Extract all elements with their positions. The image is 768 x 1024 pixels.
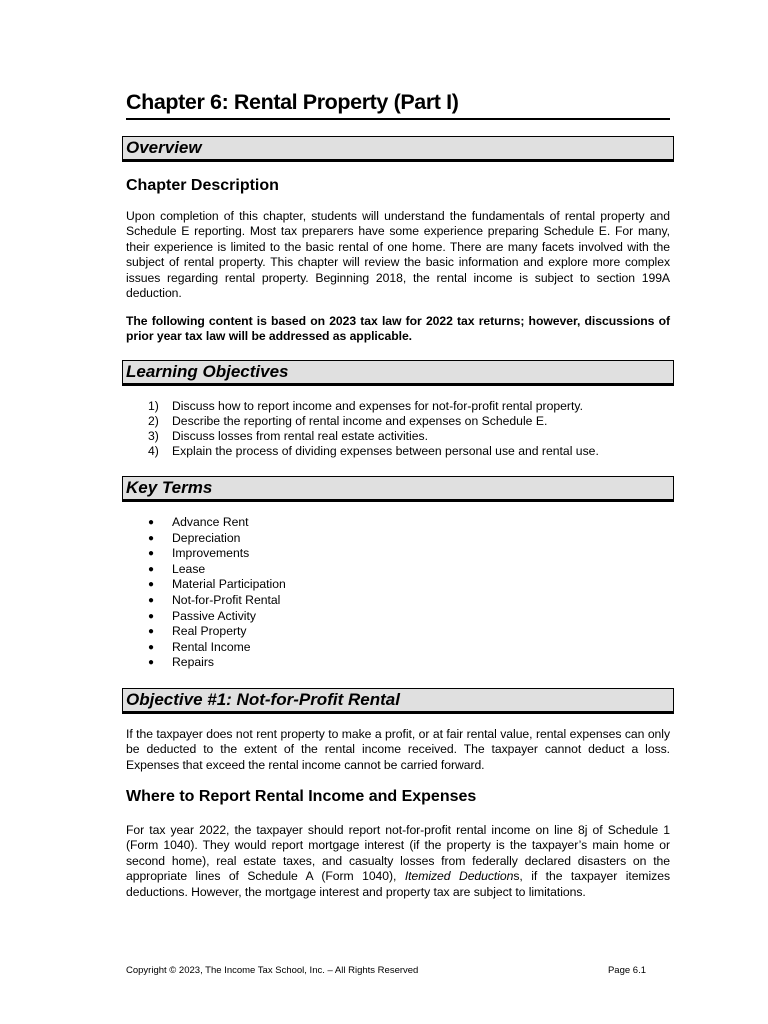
objective-text: Explain the process of dividing expenses between personal use and rental use. — [172, 444, 599, 458]
where-to-report-heading: Where to Report Rental Income and Expenses — [126, 788, 477, 805]
key-term: ● Not-for-Profit Rental — [148, 592, 281, 607]
bullet-icon: ● — [148, 657, 155, 669]
itemized-deductions-italic: Itemized Deduction — [404, 869, 514, 884]
key-terms-list — [126, 515, 286, 671]
key-term: ● Material Participation — [148, 577, 286, 592]
key-term: ● Rental Income — [148, 639, 251, 654]
section-key-terms: Key Terms — [122, 476, 674, 500]
key-term: ● Lease — [148, 561, 206, 576]
objective-text: Discuss how to report income and expenses for not-for-profit rental property. — [172, 399, 583, 413]
objective1-paragraph: If the taxpayer does not rent property to make a profit, or at fair rental value, rental expenses can only be deducted to the extent of the rental income received. The taxpayer cannot deduct a loss. Expenses that exceed the rental income cannot be carried forward. — [126, 727, 670, 772]
key-term: ● Improvements — [148, 546, 250, 561]
bullet-icon: ● — [148, 610, 155, 622]
objective-number: 2) — [148, 414, 159, 428]
objective-item — [126, 429, 599, 444]
section-objective-1: Objective #1: Not-for-Profit Rental — [122, 688, 674, 712]
bullet-icon: ● — [148, 641, 155, 653]
bullet-icon: ● — [148, 594, 155, 606]
objective-text: Discuss losses from rental real estate activities. — [172, 429, 429, 443]
objective-number: 4) — [148, 444, 159, 458]
objective-item — [126, 444, 599, 459]
bullet-icon: ● — [148, 532, 155, 544]
page-footer — [126, 965, 646, 976]
key-term: ● Depreciation — [148, 530, 241, 545]
bullet-icon: ● — [148, 563, 155, 575]
objectives-list — [126, 399, 599, 459]
bullet-icon: ● — [148, 626, 155, 638]
bullet-icon: ● — [148, 517, 155, 528]
key-term: ● Advance Rent — [148, 515, 249, 529]
chapter-title: Chapter 6: Rental Property (Part I) — [126, 90, 670, 120]
key-term: ● Repairs — [148, 655, 214, 670]
chapter-description-paragraph: Upon completion of this chapter, students will understand the fundamentals of rental property and Schedule E reporting. Most tax preparers have some experience preparing Schedule E. For many, their experience is limited to the basic rental of one home. There are many facets involved with the subject of rental property. This chapter will review the basic information and explore more complex issues regarding rental property. Beginning 2018, the rental income is subject to section 199A deduction. — [126, 209, 670, 301]
bullet-icon: ● — [148, 548, 155, 560]
objective-item — [126, 399, 599, 414]
key-term: ● Passive Activity — [148, 608, 256, 623]
where-to-report-paragraph: For tax year 2022, the taxpayer should report not-for-profit rental income on line 8j of Schedule 1 (Form 1040). They would report mortgage interest (if the property is the taxpayer’s main home or second home), real estate taxes, and casualty losses from federally declared disasters on the appropriate lines of Schedule A (Form 1040), Itemized Deductions, if the taxpayer itemizes deductions. However, the mortgage interest and property tax are subject to limitations. — [126, 823, 670, 899]
objective-text: Describe the reporting of rental income and expenses on Schedule E. — [172, 414, 548, 428]
tax-law-note: The following content is based on 2023 tax law for 2022 tax returns; however, discussions of prior year tax law will be addressed as applicable. — [126, 314, 670, 344]
section-overview: Overview — [122, 136, 674, 160]
key-term: ● Real Property — [148, 624, 247, 639]
copyright-text: Copyright © 2023, The Income Tax School, Inc. – All Rights Reserved — [126, 965, 419, 976]
bullet-icon: ● — [148, 579, 155, 591]
objective-number: 3) — [148, 429, 159, 443]
chapter-description-heading: Chapter Description — [126, 177, 279, 194]
page-number: Page 6.1 — [607, 965, 646, 976]
objective-number: 1) — [148, 399, 159, 413]
objective-item — [126, 414, 599, 429]
section-learning-objectives: Learning Objectives — [122, 360, 674, 384]
